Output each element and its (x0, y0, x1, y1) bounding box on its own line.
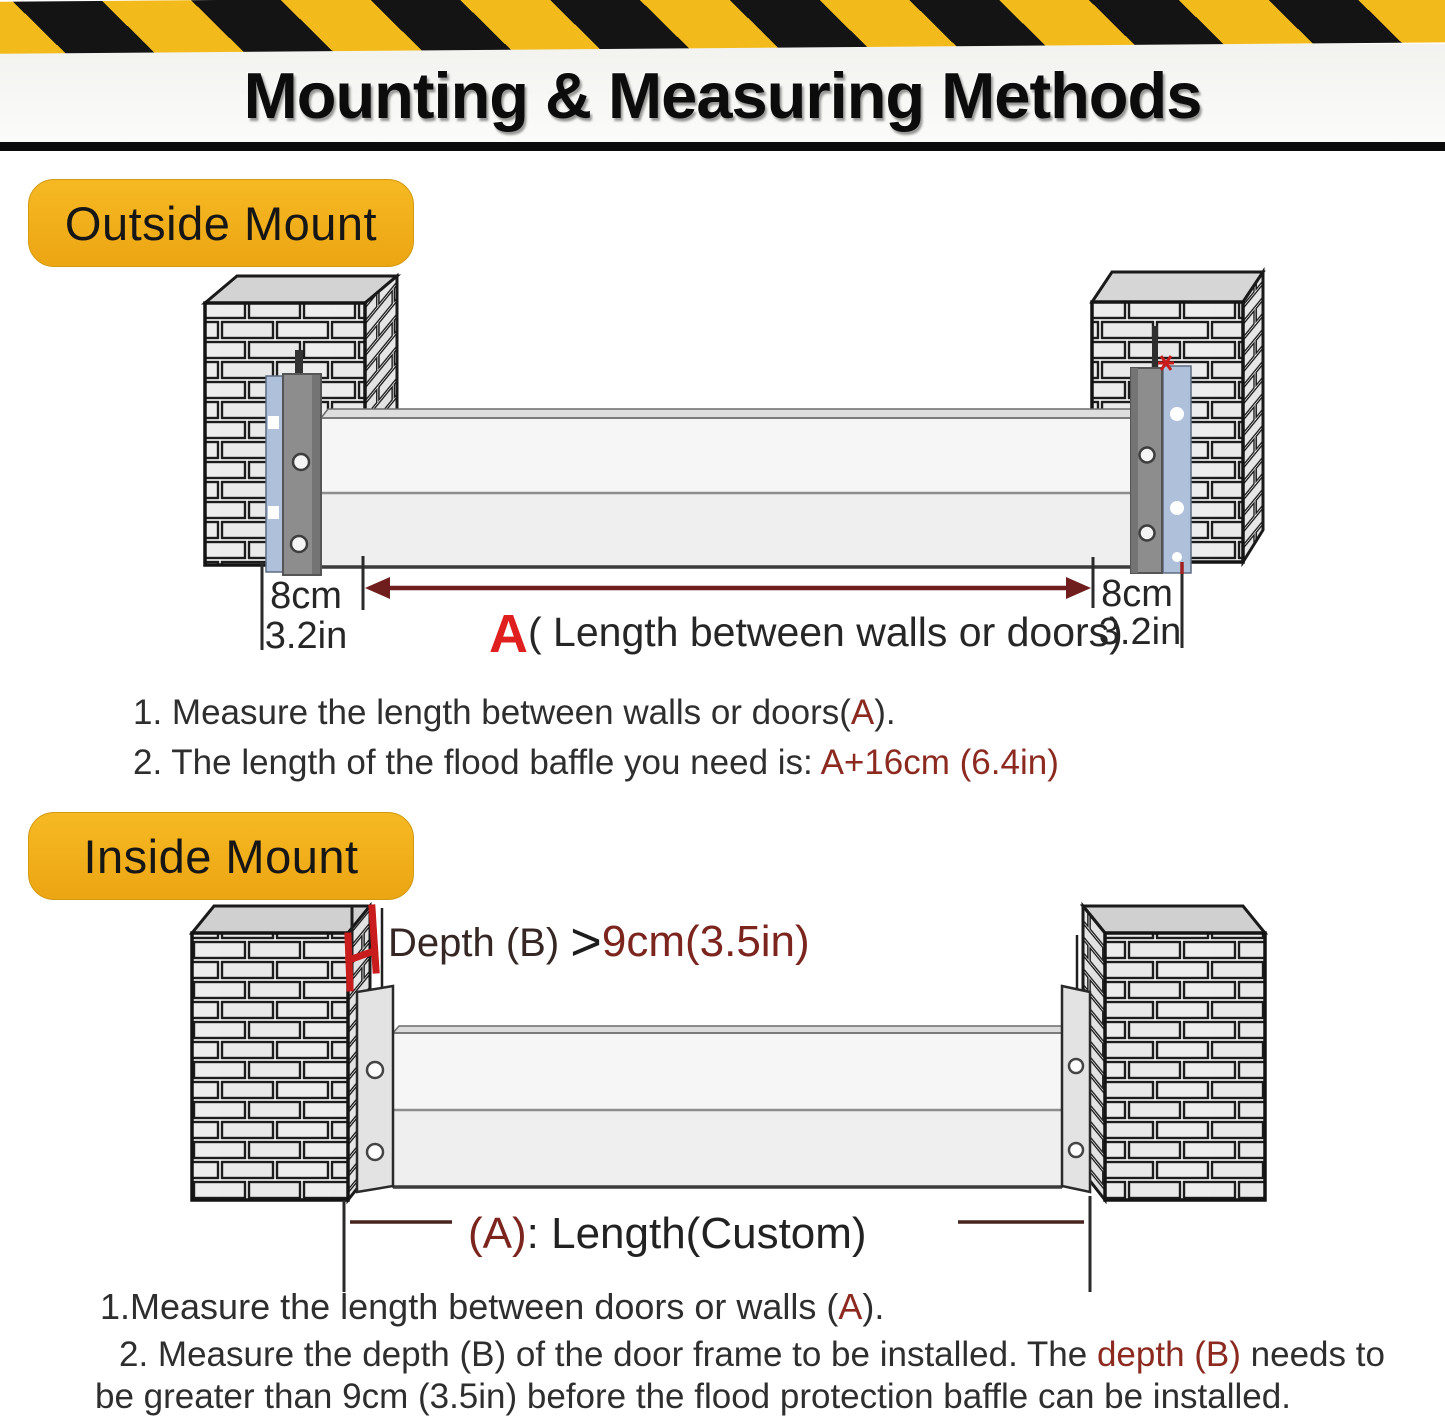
right-mounting-plate (1062, 986, 1090, 1192)
inside-step-1: 1.Measure the length between doors or walls (A). (100, 1286, 885, 1327)
length-custom-label: (A): Length(Custom) (468, 1209, 867, 1258)
right-measure-cm: 8cm (1101, 573, 1173, 615)
outside-mount-diagram (0, 250, 1445, 695)
depth-label: Depth (B) >9cm(3.5in) (388, 912, 810, 972)
inside-step-2: 2. Measure the depth (B) of the door frame to be installed. The depth (B) needs to be greater than 9cm (3.5in) before the flood protection baffle can be installed. (95, 1335, 1385, 1416)
outside-step-2: 2. The length of the flood baffle you need is: A+16cm (6.4in) (133, 743, 1059, 782)
outside-measurements (262, 556, 1182, 664)
inside-mount-diagram (0, 893, 1445, 1298)
left-measure-cm: 8cm (270, 575, 342, 617)
outside-step-1: 1. Measure the length between walls or doors(A). (133, 693, 896, 732)
outside-mount-badge: Outside Mount (28, 179, 414, 267)
flood-baffle (393, 1026, 1068, 1187)
span-length-label: A( Length between walls or doors) (489, 604, 1123, 664)
title-underbar (0, 142, 1445, 151)
left-brick-pillar (192, 906, 370, 1200)
inside-measurements (344, 1196, 1090, 1292)
arrowhead-right-icon (1066, 577, 1091, 599)
arrowhead-left-icon (365, 577, 390, 599)
page-title: Mounting & Measuring Methods (243, 58, 1202, 132)
right-measure-inch: 3.2in (1098, 611, 1182, 653)
left-measure-inch: 3.2in (264, 615, 348, 657)
inside-mount-badge: Inside Mount (28, 812, 414, 900)
outside-mount-steps (133, 688, 1059, 788)
flood-baffle (321, 409, 1139, 567)
left-mounting-plate (357, 986, 393, 1192)
right-brick-pillar (1083, 906, 1265, 1200)
left-mounting-channel (266, 350, 321, 575)
